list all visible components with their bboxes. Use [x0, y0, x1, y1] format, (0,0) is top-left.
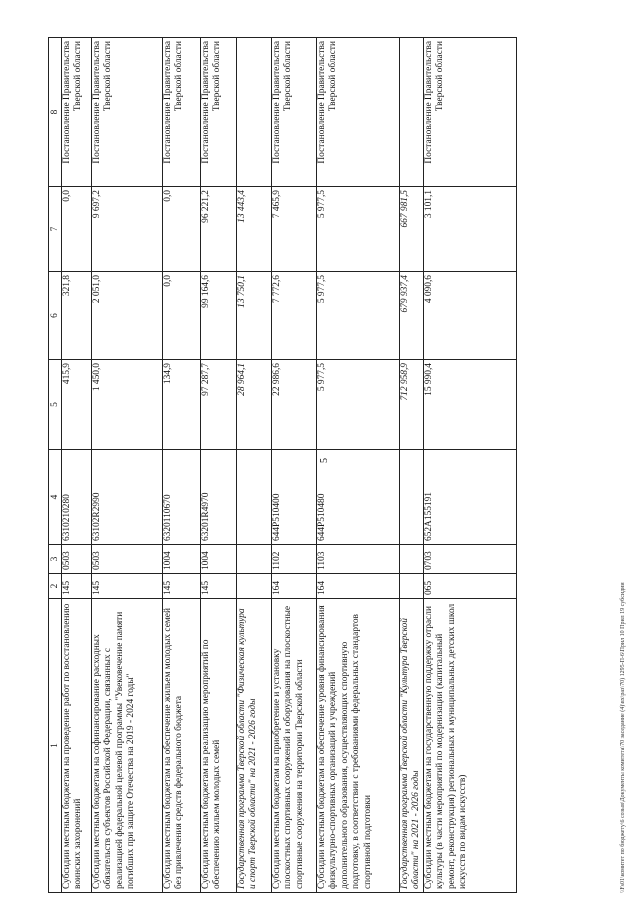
admin-code: 145	[62, 574, 92, 599]
legal-basis: Постановление Правительства Тверской области	[424, 38, 517, 187]
admin-code: 065	[424, 574, 517, 599]
subsidy-name: Субсидии местным бюджетам на проведение работ по восстановлению воинских захоронений	[62, 599, 92, 893]
amount-col6: 2 051,0	[92, 272, 163, 360]
col-header-4: 4	[49, 450, 62, 545]
subsidy-name: Субсидии местным бюджетам на государственную поддержку отрасли культуры (в части мероприятий по модернизации (капитальный ремонт, реконструкция) региональных и муниципальных детских школ искусств по видам искусств)	[424, 599, 517, 893]
col-header-5: 5	[49, 360, 62, 450]
amount-col5: 712 958,9	[400, 360, 424, 450]
amount-col5: 22 986,6	[272, 360, 317, 450]
amount-col5: 415,9	[62, 360, 92, 450]
amount-col7: 0,0	[62, 187, 92, 272]
amount-col6: 4 090,6	[424, 272, 517, 360]
subsidy-name: Субсидии местным бюджетам на обеспечение жильем молодых семей без привлечения средств федерального бюджета	[163, 599, 201, 893]
subsidy-name: Субсидии местным бюджетам на обеспечение уровня финансирования физкультурно-спортивных организаций и учреждений дополнительного образования, осуществляющих спортивную подготовку, в соответствии с требованиями федеральных стандартов спортивной подготовки	[317, 599, 400, 893]
target-code: 644P510480	[317, 450, 400, 545]
col-header-2: 2	[49, 574, 62, 599]
section-code: 0503	[92, 545, 163, 574]
target-code: 631021028​0	[62, 450, 92, 545]
amount-col5: 134,9	[163, 360, 201, 450]
amount-col6: 13 750,1	[237, 272, 272, 360]
amount-col6: 99 164,6	[201, 272, 237, 360]
legal-basis: Постановление Правительства Тверской области	[317, 38, 400, 187]
table-row	[272, 38, 317, 893]
amount-col7: 5 977,5	[317, 187, 400, 272]
amount-col6: 321,8	[62, 272, 92, 360]
program-name: Государственная программа Тверской области "Физическая культура и спорт Тверской области" на 2021 - 2026 годы	[237, 599, 272, 893]
amount-col6: 5 977,5	[317, 272, 400, 360]
section-code: 0503	[62, 545, 92, 574]
amount-col6: 679 937,4	[400, 272, 424, 360]
target-code	[400, 450, 424, 545]
file-path-footer: \\Fs01\комитет по бюджету\6 созыв\Документы комитета\70 заседание (4)\вх\раз\70) 1295-П-6\Прил 10 Прил 19 субсидии	[620, 582, 626, 893]
legal-basis: Постановление Правительства Тверской области	[163, 38, 201, 187]
col-header-3: 3	[49, 545, 62, 574]
admin-code: 145	[201, 574, 237, 599]
amount-col7: 96 221,2	[201, 187, 237, 272]
subsidy-name: Субсидии местным бюджетам на приобретение и установку плоскостных спортивных сооружений и оборудования на плоскостные спортивные сооружения на территории Тверской области	[272, 599, 317, 893]
table-row	[201, 38, 237, 893]
amount-col7: 3 101,1	[424, 187, 517, 272]
amount-col5: 5 977,5	[317, 360, 400, 450]
section-code	[400, 545, 424, 574]
amount-col7: 13 443,4	[237, 187, 272, 272]
target-code: 652A155191	[424, 450, 517, 545]
amount-col7: 667 981,5	[400, 187, 424, 272]
table-row	[92, 38, 163, 893]
table-row	[62, 38, 92, 893]
admin-code: 145	[92, 574, 163, 599]
admin-code: 164	[317, 574, 400, 599]
table-row	[317, 38, 400, 893]
section-code: 1004	[201, 545, 237, 574]
legal-basis: Постановление Правительства Тверской области	[201, 38, 237, 187]
col-header-1: 1	[49, 599, 62, 893]
program-name: Государственная программа Тверской области "Культура Тверской области" на 2021 - 2026 годы	[400, 599, 424, 893]
amount-col6: 0,0	[163, 272, 201, 360]
col-header-6: 6	[49, 272, 62, 360]
amount-col5: 1 450,0	[92, 360, 163, 450]
subsidy-name: Субсидии местным бюджетам на реализацию мероприятий по обеспечению жильем молодых семей	[201, 599, 237, 893]
section-code: 0703	[424, 545, 517, 574]
amount-col7: 9 697,2	[92, 187, 163, 272]
amount-col7: 7 465,9	[272, 187, 317, 272]
subsidy-name: Субсидии местным бюджетам на софинансирование расходных обязательств субъектов Российской Федерации, связанных с реализацией федеральной целевой программы "Увековечение памяти погибших при защите Отечества на 2019 - 2024 годы"	[92, 599, 163, 893]
target-code: 63102R2990	[92, 450, 163, 545]
section-code: 1102	[272, 545, 317, 574]
legal-basis: Постановление Правительства Тверской области	[92, 38, 163, 187]
target-code: 644P510400	[272, 450, 317, 545]
admin-code	[400, 574, 424, 599]
amount-col6: 7 772,6	[272, 272, 317, 360]
col-header-8: 8	[49, 38, 62, 187]
page-number: 5	[319, 458, 330, 463]
section-code: 1103	[317, 545, 400, 574]
admin-code: 164	[272, 574, 317, 599]
program-row	[400, 38, 424, 893]
amount-col7: 0,0	[163, 187, 201, 272]
header-row	[49, 38, 62, 893]
amount-col5: 97 287,7	[201, 360, 237, 450]
admin-code	[237, 574, 272, 599]
legal-basis: Постановление Правительства Тверской области	[62, 38, 92, 187]
section-code	[237, 545, 272, 574]
admin-code: 145	[163, 574, 201, 599]
section-code: 1004	[163, 545, 201, 574]
target-code: 6320110670	[163, 450, 201, 545]
amount-col5: 15 990,4	[424, 360, 517, 450]
target-code: 63201R4970	[201, 450, 237, 545]
table-row	[424, 38, 517, 893]
target-code	[237, 450, 272, 545]
legal-basis	[400, 38, 424, 187]
program-row	[237, 38, 272, 893]
legal-basis	[237, 38, 272, 187]
amount-col5: 28 964,1	[237, 360, 272, 450]
table-row	[163, 38, 201, 893]
legal-basis: Постановление Правительства Тверской области	[272, 38, 317, 187]
subsidies-table	[48, 37, 517, 893]
col-header-7: 7	[49, 187, 62, 272]
